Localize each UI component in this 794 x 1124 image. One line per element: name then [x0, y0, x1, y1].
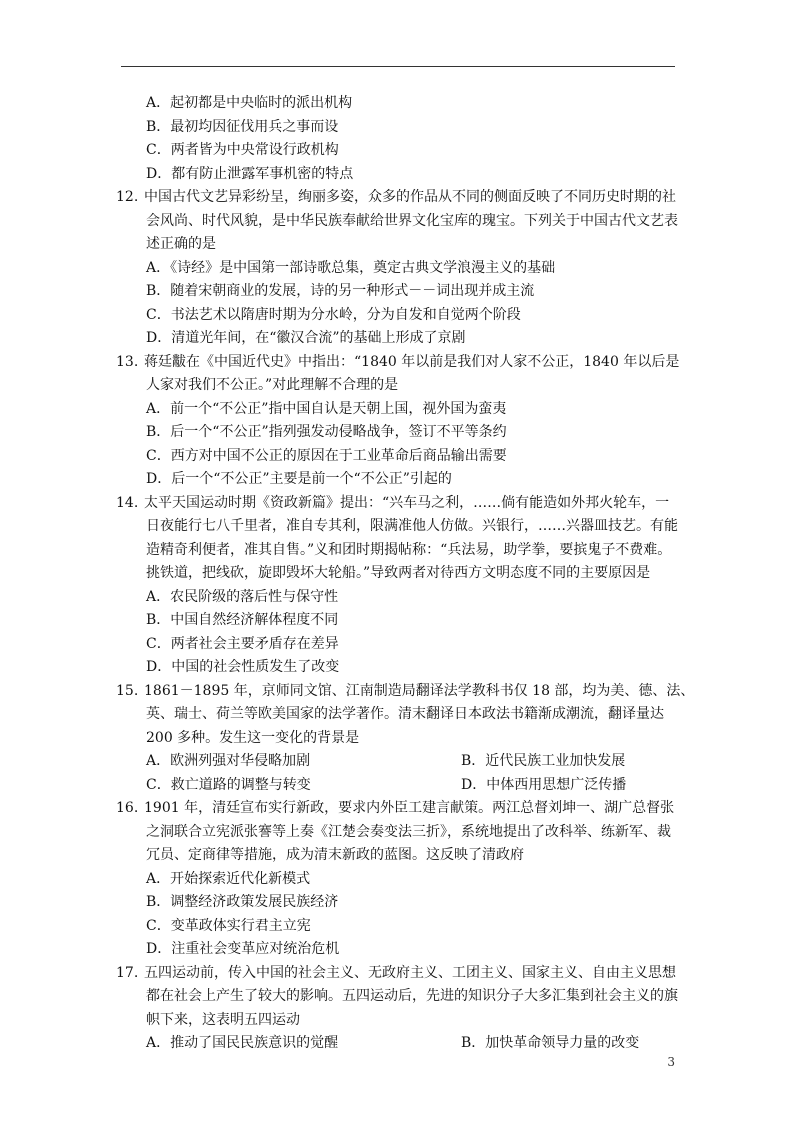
q17-stem-text: 五四运动前，传入中国的社会主义、无政府主义、工团主义、国家主义、自由主义思想: [144, 964, 676, 981]
q14-stem-text: 太平天国运动时期《资政新篇》提出：“兴车马之利，……倘有能造如外邦火轮车，一: [144, 494, 670, 511]
q12-number: 12.: [116, 189, 139, 205]
q11-option-b: B．最初均因征伐用兵之事而设: [146, 118, 339, 135]
q15-number: 15.: [116, 682, 139, 699]
q16-stem-line-2: 之洞联合立宪派张謇等上奏《江楚会奏变法三折》，系统地提出了改科举、练新军、裁: [146, 823, 671, 840]
q15-option-b: B．近代民族工业加快发展: [461, 753, 626, 769]
page-number: 3: [667, 1055, 675, 1069]
q15-options-row-2: [116, 774, 681, 798]
q13-stem-line-1: [116, 351, 681, 375]
q16-stem-text: 1901 年，清廷宣布实行新政，要求内外臣工建言献策。两江总督刘坤一、湖广总督张: [144, 800, 675, 816]
q16-number: 16.: [116, 800, 139, 816]
q14-option-c: C．两者社会主要矛盾存在差异: [146, 635, 339, 652]
q13-stem-line-2: 人家对我们不公正。”对此理解不合理的是: [146, 377, 399, 393]
q16-stem-line-1: [116, 797, 681, 821]
q13-option-a: A．前一个“不公正”指中国自认是天朝上国，视外国为蛮夷: [146, 400, 507, 417]
q14-stem-line-2: 日夜能行七八千里者，准自专其利，限满准他人仿做。兴银行，……兴器皿技艺。有能: [146, 518, 678, 534]
q16-stem-line-3: 冗员、定商律等措施，成为清末新政的蓝图。这反映了清政府: [146, 847, 524, 863]
q15-option-d: D．中体西用思想广泛传播: [461, 776, 627, 793]
q12-stem-line-2: 会风尚、时代风貌，是中华民族奉献给世界文化宝库的瑰宝。下列关于中国古代文艺表: [146, 212, 678, 229]
q14-stem-line-3: 造精奇利便者，准其自售。”义和团时期揭帖称：“兵法易，助学拳，要摈鬼子不费难。: [146, 541, 672, 558]
q15-options-row-1: [116, 750, 681, 774]
q12-stem-text: 中国古代文艺异彩纷呈，绚丽多姿，众多的作品从不同的侧面反映了不同历史时期的社: [144, 189, 676, 205]
q15-stem-line-1: [116, 680, 695, 704]
q15-stem-line-3: 200 多种。发生这一变化的背景是: [146, 729, 360, 746]
q13-option-c: C．西方对中国不公正的原因在于工业革命后商品输出需要: [146, 447, 507, 464]
q13-option-b: B．后一个“不公正”指列强发动侵略战争，签订不平等条约: [146, 424, 507, 440]
q11-option-d: D．都有防止泄露军事机密的特点: [146, 165, 354, 182]
header-rule: [121, 66, 675, 67]
q14-option-b: B．中国自然经济解体程度不同: [146, 612, 339, 628]
q16-option-d: D．注重社会变革应对统治危机: [146, 941, 340, 957]
exam-page-content: [116, 92, 695, 1056]
q14-stem-line-1: [116, 492, 681, 516]
q15-option-c: C．救亡道路的调整与转变: [146, 776, 311, 793]
q17-stem-line-3: 帜下来，这表明五四运动: [146, 1011, 300, 1028]
q13-number: 13.: [116, 353, 139, 370]
q13-stem-text: 蒋廷黻在《中国近代史》中指出：“1840 年以前是我们对人家不公正，1840 年以后是: [144, 353, 680, 370]
q16-option-b: B．调整经济政策发展民族经济: [146, 894, 339, 910]
q15-stem-line-2: 英、瑞士、荷兰等欧美国家的法学著作。清末翻译日本政法书籍渐成潮流，翻译量达: [146, 706, 664, 722]
q15-option-a: A．欧洲列强对华侵略加剧: [146, 753, 311, 769]
q17-stem-line-1: [116, 962, 681, 986]
q12-option-a: A．《诗经》是中国第一部诗歌总集，奠定古典文学浪漫主义的基础: [146, 259, 556, 276]
q12-option-c: C．书法艺术以隋唐时期为分水岭，分为自发和自觉两个阶段: [146, 306, 521, 323]
q12-stem-line-1: [116, 186, 681, 210]
q17-options-row-1: [116, 1032, 681, 1056]
q16-option-c: C．变革政体实行君主立宪: [146, 917, 311, 934]
q17-option-a: A．推动了国民民族意识的觉醒: [146, 1035, 339, 1051]
q12-option-d: D．清道光年间，在“徽汉合流”的基础上形成了京剧: [146, 330, 466, 346]
q12-option-b: B．随着宋朝商业的发展，诗的另一种形式－－词出现并成主流: [146, 283, 535, 299]
q14-option-d: D．中国的社会性质发生了改变: [146, 659, 340, 675]
q11-option-a: A．起初都是中央临时的派出机构: [146, 95, 353, 111]
q17-stem-line-2: 都在社会上产生了较大的影响。五四运动后，先进的知识分子大多汇集到社会主义的旗: [146, 988, 678, 1004]
q14-stem-line-4: 挑铁道，把线砍，旋即毁坏大轮船。”导致两者对待西方文明态度不同的主要原因是: [146, 565, 651, 581]
q12-stem-line-3: 述正确的是: [146, 236, 216, 252]
q17-option-b: B．加快革命领导力量的改变: [461, 1035, 640, 1051]
q16-option-a: A．开始探索近代化新模式: [146, 870, 311, 887]
q14-number: 14.: [116, 494, 139, 511]
q11-option-c: C．两者皆为中央常设行政机构: [146, 142, 339, 158]
q17-number: 17.: [116, 964, 139, 981]
q14-option-a: A．农民阶级的落后性与保守性: [146, 588, 339, 605]
q15-stem-text: 1861－1895 年，京师同文馆、江南制造局翻译法学教科书仅 18 部，均为美、德、法、: [144, 682, 695, 699]
q13-option-d: D．后一个“不公正”主要是前一个“不公正”引起的: [146, 471, 452, 487]
